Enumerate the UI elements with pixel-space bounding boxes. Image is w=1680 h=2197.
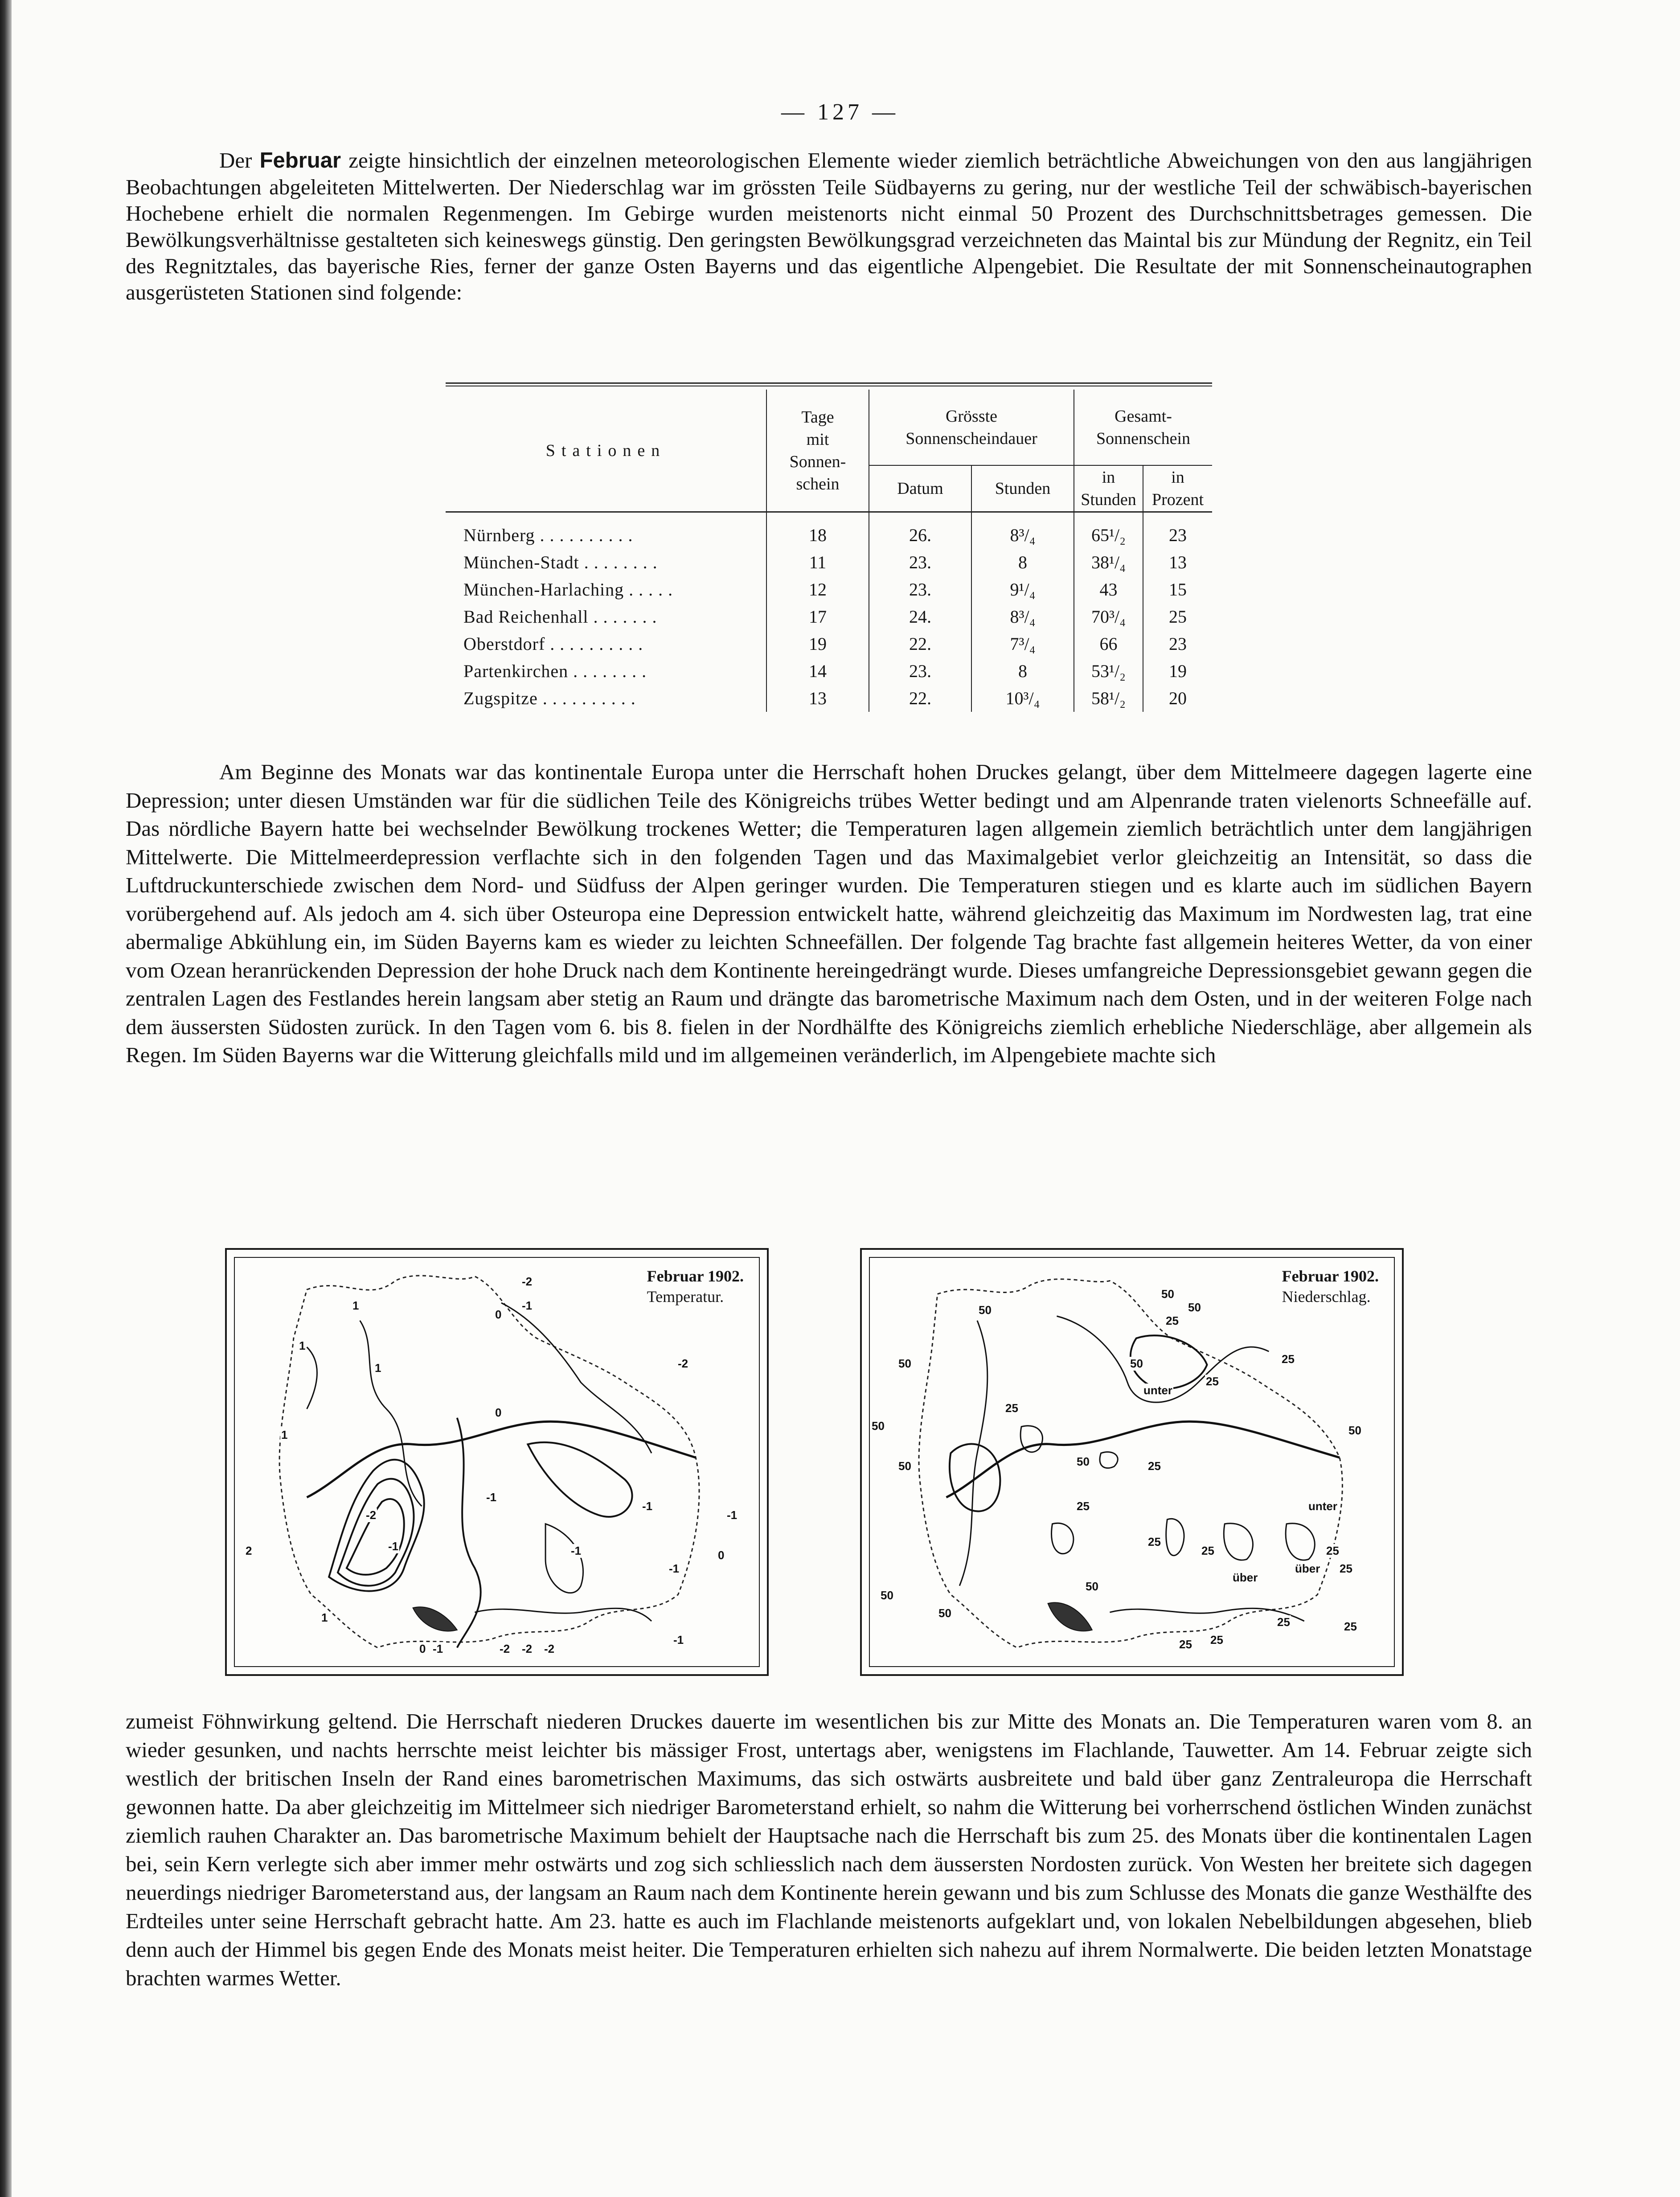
cell-datum: 23.: [869, 549, 971, 576]
cell-datum: 23.: [869, 657, 971, 685]
map-niederschlag-title: [1282, 1266, 1379, 1307]
page-number: — 127 —: [781, 99, 899, 125]
isotherm-label: -2: [366, 1508, 377, 1522]
precip-label: unter: [1143, 1384, 1172, 1397]
precip-label: 50: [898, 1459, 911, 1473]
cell-station: Oberstdorf . . . . . . . . . .: [463, 634, 643, 654]
cell-station: München-Harlaching . . . . .: [463, 579, 673, 600]
cell-datum: 24.: [869, 603, 971, 630]
cell-tage: 18: [766, 512, 869, 549]
precip-label: 50: [881, 1589, 893, 1602]
paragraph-body: Am Beginne des Monats war das kontinentale Europa unter die Herrschaft hohen Druckes gelangt, über dem Mittelmeere dagegen lagerte eine Depression; unter diesen Umständen war für die südlichen Teile des Königreichs trübes Wetter bedingt und am Alpenrande traten vielenorts Schneefälle auf. Das nördliche Bayern hatte bei wechselnder Bewölkung trockenes Wetter; die Temperaturen lagen allgemein ziemlich beträchtlich unter dem langjährigen Mittelwerte. Die Mittelmeerdepression verflachte sich in den folgenden Tagen und das Maximalgebiet verlor gleichzeitig an Intensität, so dass die Luftdruckunterschiede zwischen dem Nord- und Südfuss der Alpen geringer wurden. Die Temperaturen stiegen und es klarte auch im südlichen Bayern vorübergehend auf. Als jedoch am 4. sich über Osteuropa eine Depression entwickelt hatte, während gleichzeitig das Maximum im Nordwesten lag, trat eine abermalige Abkühlung ein, im Süden Bayerns kam es wieder zu leichten Schneefällen. Der folgende Tag brachte fast allgemein heiteres Wetter, da von einer vom Ozean heranrückenden Depression der hohe Druck nach dem Kontinente hereingedrängt wurde. Dieses umfangreiche Depressionsgebiet gewann gegen die zentralen Lagen des Festlandes herein langsam aber stetig an Raum und drängte das barometrische Maximum nach dem Osten, und in der weiteren Folge nach dem äussersten Südosten zurück. In den Tagen vom 6. bis 8. fielen in der Nordhälfte des Königreichs ziemlich erhebliche Niederschläge, aber allgemein als Regen. Im Süden Bayerns war die Witterung gleichfalls mild und im allgemeinen veränderlich, im Alpengebiete machte sich: [126, 760, 1532, 1067]
isotherm-label: -2: [522, 1275, 533, 1288]
precip-label: 25: [1282, 1352, 1295, 1366]
isotherm-label: 1: [375, 1361, 381, 1375]
precip-label: 50: [872, 1419, 885, 1433]
cell-gesamt-prozent: 19: [1143, 657, 1212, 685]
precip-label: über: [1233, 1571, 1258, 1584]
cell-datum: 22.: [869, 630, 971, 657]
precip-label: 50: [1188, 1301, 1201, 1314]
isotherm-label: 1: [321, 1611, 328, 1624]
cell-stunden: 8: [971, 549, 1074, 576]
map-title-month: Februar 1902.: [647, 1267, 744, 1285]
cell-datum: 26.: [869, 512, 971, 549]
paragraph-lead: Der: [219, 148, 252, 172]
isotherm-label: 1: [281, 1428, 288, 1441]
cell-gesamt-prozent: 25: [1143, 603, 1212, 630]
precip-label: unter: [1308, 1499, 1337, 1513]
precip-label: 25: [1206, 1375, 1219, 1388]
precip-label: 25: [1148, 1459, 1161, 1473]
precip-label: 50: [1348, 1424, 1361, 1437]
precip-label: 50: [1077, 1455, 1090, 1468]
cell-station: Partenkirchen . . . . . . . .: [463, 661, 647, 681]
header-in-prozent: in Prozent: [1143, 465, 1212, 512]
cell-tage: 14: [766, 657, 869, 685]
cell-gesamt-prozent: 20: [1143, 685, 1212, 712]
cell-gesamt-stunden: 70³/₄: [1074, 603, 1143, 630]
sunshine-table-container: [446, 382, 1212, 739]
table-row: [446, 630, 1212, 657]
cell-station: Zugspitze . . . . . . . . . .: [463, 688, 636, 708]
isotherm-label: -2: [544, 1642, 555, 1655]
cell-station: Nürnberg . . . . . . . . . .: [463, 525, 633, 545]
isotherm-label: 0: [495, 1406, 502, 1419]
cell-station: Bad Reichenhall . . . . . . .: [463, 607, 657, 627]
map-niederschlag: [860, 1248, 1404, 1676]
precip-label: 50: [1130, 1357, 1143, 1370]
precip-label: 25: [1326, 1544, 1339, 1557]
cell-datum: 23.: [869, 576, 971, 603]
cell-station: München-Stadt . . . . . . . .: [463, 552, 658, 572]
header-in-stunden: in Stunden: [1074, 465, 1143, 512]
table-row: [446, 685, 1212, 712]
cell-gesamt-prozent: 23: [1143, 512, 1212, 549]
cell-stunden: 8³/₄: [971, 603, 1074, 630]
precip-label: 50: [1161, 1287, 1174, 1301]
cell-tage: 19: [766, 630, 869, 657]
cell-gesamt-prozent: 13: [1143, 549, 1212, 576]
isotherm-label: -1: [669, 1562, 680, 1575]
precip-label: 25: [1210, 1633, 1223, 1647]
table-row: [446, 549, 1212, 576]
cell-stunden: 9¹/₄: [971, 576, 1074, 603]
isotherm-label: -2: [678, 1357, 688, 1370]
cell-stunden: 10³/₄: [971, 685, 1074, 712]
cell-tage: 12: [766, 576, 869, 603]
isotherm-label: -1: [486, 1491, 497, 1504]
scan-binding-edge: [0, 0, 12, 2197]
isotherm-label: -1: [433, 1642, 443, 1655]
isotherm-label: -1: [388, 1540, 399, 1553]
precip-label: 50: [979, 1303, 992, 1317]
paragraph-body: zeigte hinsichtlich der einzelnen meteorologischen Elemente wieder ziemlich beträchtliche Abweichungen von den aus langjährigen Beobachtungen abgeleiteten Mittelwerten. Der Niederschlag war im grössten Teile Südbayerns zu gering, nur der westliche Teil der schwäbisch-bayerischen Hochebene erhielt die normalen Regenmengen. Im Gebirge wurden meistenorts nicht einmal 50 Prozent des Durchschnittsbetrages gemessen. Die Bewölkungsverhältnisse gestalteten sich keineswegs günstig. Den geringsten Bewölkungsgrad verzeichneten das Maintal bis zur Mündung der Regnitz, ein Teil des Regnitztales, das bayerische Ries, ferner der ganze Osten Bayerns und das eigentliche Alpengebiet. Die Resultate der mit Sonnenscheinautographen ausgerüsteten Stationen sind folgende:: [126, 148, 1532, 304]
cell-tage: 13: [766, 685, 869, 712]
precip-label: 25: [1166, 1314, 1179, 1327]
isotherm-label: 1: [299, 1339, 306, 1352]
cell-tage: 17: [766, 603, 869, 630]
isotherm-label: -1: [727, 1508, 738, 1522]
cell-gesamt-stunden: 53¹/₂: [1074, 657, 1143, 685]
header-gesamt-sonnenschein: Gesamt- Sonnenschein: [1074, 390, 1212, 465]
map-title-month: Februar 1902.: [1282, 1267, 1379, 1285]
isotherm-label: 0: [495, 1308, 502, 1321]
table-row: [446, 657, 1212, 685]
isotherm-label: -1: [642, 1499, 653, 1513]
isotherm-label: 0: [718, 1548, 725, 1562]
cell-stunden: 8: [971, 657, 1074, 685]
header-stunden: Stunden: [971, 465, 1074, 512]
sunshine-table: [446, 390, 1212, 712]
precip-label: 25: [1201, 1544, 1214, 1557]
map-title-parameter: Niederschlag.: [1282, 1288, 1371, 1306]
precip-label: 50: [1086, 1580, 1098, 1593]
table-row: [446, 512, 1212, 549]
isotherm-label: -1: [571, 1544, 582, 1557]
precip-label: 25: [1179, 1638, 1192, 1651]
cell-gesamt-stunden: 58¹/₂: [1074, 685, 1143, 712]
table-row: [446, 576, 1212, 603]
paragraph-body: zumeist Föhnwirkung geltend. Die Herrschaft niederen Druckes dauerte im wesentlichen bis zur Mitte des Monats an. Die Temperaturen waren vom 8. an wieder gesunken, und nachts herrschte meist leichter bis mässiger Frost, untertags aber, wenigstens im Flachlande, Tauwetter. Am 14. Februar zeigte sich westlich der britischen Inseln der Rand eines barometrischen Maximums, das sich ostwärts ausbreitete und bald über ganz Zentraleuropa die Herrschaft gewonnen hatte. Da aber gleichzeitig im Mittelmeer sich niedriger Barometerstand erhielt, so nahm die Witterung bei vorherrschend östlichen Winden zunächst ziemlich rauhen Charakter an. Das barometrische Maximum behielt der Hauptsache nach die Herrschaft bis zum 25. des Monats über die kontinentalen Lagen bei, sein Kern verlegte sich aber immer mehr ostwärts und zog sich schliesslich nach dem äussersten Nordosten zurück. Von Westen her breitete sich dagegen neuerdings niedriger Barometerstand aus, der langsam an Raum nach dem Kontinente herein gewann und bis zum Schlusse des Monats die ganze Westhälfte des Erdteiles unter seine Herrschaft gebracht hatte. Am 23. hatte es auch im Flachlande meistenorts aufgeklart und, von lokalen Nebelbildungen abgesehen, blieb denn auch der Himmel bis gegen Ende des Monats meist heiter. Die Temperaturen erhielten sich nahezu auf ihrem Normalwerte. Die beiden letzten Monatstage brachten warmes Wetter.: [126, 1709, 1532, 1990]
paragraph-foehnwirkung: [126, 1707, 1532, 1992]
cell-stunden: 7³/₄: [971, 630, 1074, 657]
isotherm-label: -1: [522, 1299, 533, 1312]
precip-label: über: [1295, 1562, 1320, 1575]
paragraph-emphasis-februar: Februar: [259, 148, 341, 172]
cell-gesamt-stunden: 43: [1074, 576, 1143, 603]
isotherm-label: -2: [522, 1642, 533, 1655]
header-tage-mit-sonnenschein: Tage mit Sonnen- schein: [766, 390, 869, 512]
isotherm-label: 1: [352, 1299, 359, 1312]
cell-stunden: 8³/₄: [971, 512, 1074, 549]
header-groesste-sonnenscheindauer: Grösste Sonnenscheindauer: [869, 390, 1074, 465]
precip-label: 25: [1148, 1535, 1161, 1548]
precip-label: 25: [1344, 1620, 1357, 1633]
paragraph-monatsbeginn: [126, 758, 1532, 1069]
cell-gesamt-stunden: 38¹/₄: [1074, 549, 1143, 576]
precip-label: 25: [1277, 1615, 1290, 1629]
isotherm-label: 2: [246, 1544, 252, 1557]
isotherm-label: -1: [673, 1633, 684, 1647]
cell-datum: 22.: [869, 685, 971, 712]
map-title-parameter: Temperatur.: [647, 1288, 724, 1306]
cell-tage: 11: [766, 549, 869, 576]
precip-label: 25: [1005, 1401, 1018, 1415]
table-row: [446, 603, 1212, 630]
precip-label: 50: [938, 1606, 951, 1620]
isotherm-label: 0: [419, 1642, 426, 1655]
header-stationen: Stationen: [446, 390, 766, 512]
isotherm-label: -2: [500, 1642, 510, 1655]
map-temperatur-title: [647, 1266, 744, 1307]
map-temperatur: [225, 1248, 769, 1676]
precip-label: 50: [898, 1357, 911, 1370]
cell-gesamt-stunden: 65¹/₂: [1074, 512, 1143, 549]
cell-gesamt-prozent: 15: [1143, 576, 1212, 603]
precip-label: 25: [1077, 1499, 1090, 1513]
table-top-rule: [446, 382, 1212, 386]
paragraph-februar-intro: [126, 147, 1532, 305]
header-datum: Datum: [869, 465, 971, 512]
cell-gesamt-prozent: 23: [1143, 630, 1212, 657]
cell-gesamt-stunden: 66: [1074, 630, 1143, 657]
precip-label: 25: [1340, 1562, 1352, 1575]
